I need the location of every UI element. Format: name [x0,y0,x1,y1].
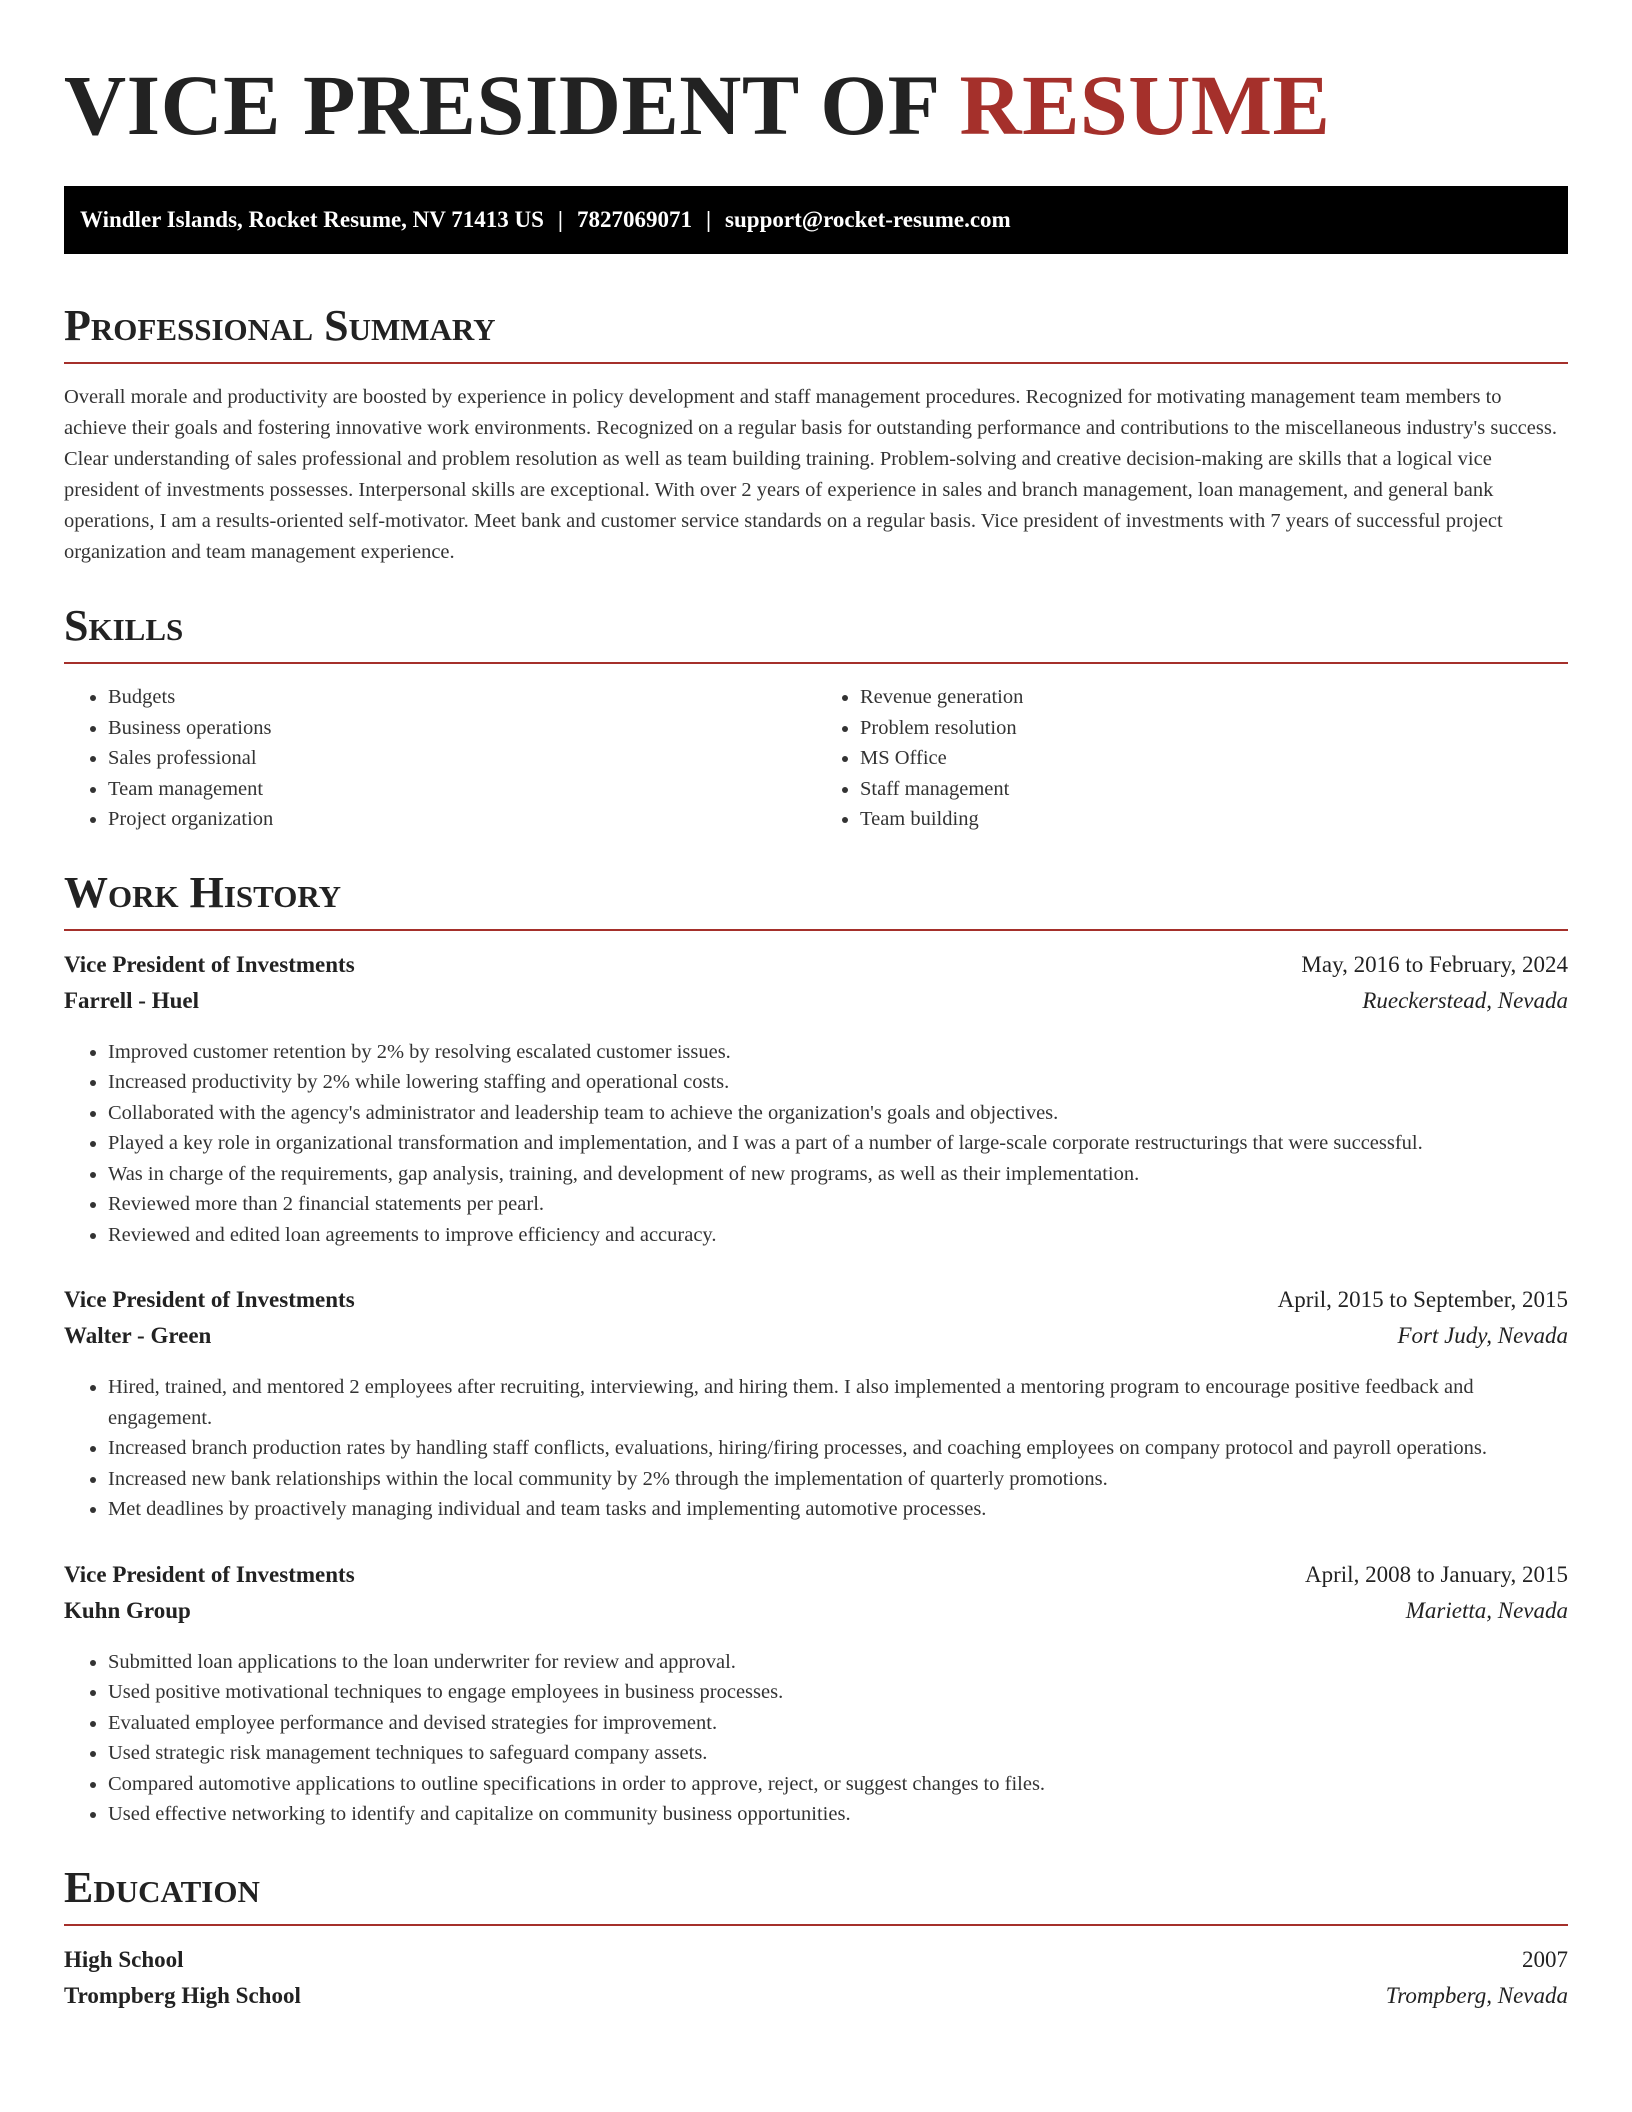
job-entry [64,1557,1568,1830]
skill-item: • Staff management [860,774,1568,805]
job-header [64,947,1568,983]
work-history-section [64,863,1568,1830]
job-bullet: • Played a key role in organizational transformation and implementation, and I was a part of a number of large-scale corporate restructurings that were successful. [108,1128,1568,1159]
job-header [64,1282,1568,1318]
skills-section [64,596,1568,835]
education-degree: High School [64,1946,184,1972]
section-divider [64,929,1568,931]
job-location: Fort Judy, Nevada [1397,1323,1568,1348]
job-bullet: • Reviewed and edited loan agreements to improve efficiency and accuracy. [108,1220,1568,1251]
job-bullet: • Increased productivity by 2% while lowering staffing and operational costs. [108,1067,1568,1098]
education-school: Trompberg High School [64,1982,301,2008]
job-dates: April, 2015 to September, 2015 [1277,1287,1568,1312]
skill-item: • Problem resolution [860,713,1568,744]
job-bullet: • Evaluated employee performance and devised strategies for improvement. [108,1708,1568,1739]
job-company: Kuhn Group [64,1597,191,1623]
resume-title [64,0,1568,160]
job-bullet: • Was in charge of the requirements, gap analysis, training, and development of new programs, as well as their implementation. [108,1159,1568,1190]
job-location: Rueckerstead, Nevada [1362,987,1568,1013]
title-accent: RESUME [959,57,1331,153]
skill-item: • Business operations [108,713,816,744]
job-title: Vice President of Investments [64,1287,355,1312]
job-subheader [64,983,1568,1019]
summary-text: Overall morale and productivity are boosted by experience in policy development and staff management procedures. Recognized for motivating management team members to achieve their goals and fostering innovative work environments. Recognized on a regular basis for outstanding performance and contributions to the miscellaneous industry's success. Clear understanding of sales professional and problem resolution as well as team building training. Problem-solving and creative decision-making are skills that a logical vice president of investments possesses. Interpersonal skills are exceptional. With over 2 years of experience in sales and branch management, loan management, and general bank operations, I am a results-oriented self-motivator. Meet bank and customer service standards on a regular basis. Vice president of investments with 7 years of successful project organization and team management experience. [64,386,1557,563]
section-divider [64,362,1568,364]
job-bullets [64,1037,1568,1251]
job-title: Vice President of Investments [64,1561,355,1587]
job-subheader [64,1593,1568,1629]
skill-item: • Sales professional [108,743,816,774]
job-dates: May, 2016 to February, 2024 [1301,951,1568,977]
job-entry [64,1282,1568,1525]
job-dates: April, 2008 to January, 2015 [1305,1561,1568,1587]
job-bullets [64,1372,1568,1525]
job-company: Farrell - Huel [64,987,199,1013]
section-heading-work: Work History [64,867,342,917]
section-divider [64,1924,1568,1926]
job-bullet: • Submitted loan applications to the loan underwriter for review and approval. [108,1647,1568,1678]
job-entry [64,947,1568,1251]
job-bullet: • Compared automotive applications to outline specifications in order to approve, reject, or suggest changes to files. [108,1769,1568,1800]
professional-summary-section [64,296,1568,568]
education-year: 2007 [1522,1946,1568,1972]
job-location: Marietta, Nevada [1405,1597,1568,1623]
job-bullet: • Hired, trained, and mentored 2 employees after recruiting, interviewing, and hiring them. I also implemented a mentoring program to encourage positive feedback and engagement. [108,1372,1568,1433]
skill-item: • Revenue generation [860,682,1568,713]
job-bullet: • Collaborated with the agency's administrator and leadership team to achieve the organization's goals and objectives. [108,1098,1568,1129]
skill-item: • MS Office [860,743,1568,774]
skills-columns [64,682,1568,835]
contact-address: Windler Islands, Rocket Resume, NV 71413 US [80,207,544,232]
skill-item: • Team management [108,774,816,805]
education-subheader [64,1978,1568,2014]
job-bullet: • Improved customer retention by 2% by resolving escalated customer issues. [108,1037,1568,1068]
job-bullet: • Reviewed more than 2 financial statements per pearl. [108,1189,1568,1220]
job-bullet: • Used strategic risk management techniques to safeguard company assets. [108,1738,1568,1769]
skill-item: • Budgets [108,682,816,713]
skills-list-right [816,682,1568,835]
education-entry [64,1942,1568,2014]
job-bullet: • Used positive motivational techniques to engage employees in business processes. [108,1677,1568,1708]
job-title: Vice President of Investments [64,951,355,977]
job-company: Walter - Green [64,1323,212,1348]
education-section [64,1858,1568,2014]
job-subheader [64,1318,1568,1354]
job-bullets [64,1647,1568,1830]
skills-list-left [64,682,816,835]
contact-separator: | [705,207,712,232]
skill-item: • Team building [860,804,1568,835]
job-bullet: • Used effective networking to identify and capitalize on community business opportunities. [108,1799,1568,1830]
job-header [64,1557,1568,1593]
contact-separator: | [557,207,563,232]
education-location: Trompberg, Nevada [1385,1982,1568,2008]
contact-phone: 7827069071 [576,207,692,232]
job-bullet: • Met deadlines by proactively managing individual and team tasks and implementing automotive processes. [108,1494,1568,1525]
education-header [64,1942,1568,1978]
contact-email: support@rocket-resume.com [725,207,1011,232]
contact-bar [64,186,1568,254]
job-bullet: • Increased new bank relationships within the local community by 2% through the implementation of quarterly promotions. [108,1464,1568,1495]
job-bullet: • Increased branch production rates by handling staff conflicts, evaluations, hiring/firing processes, and coaching employees on company protocol and payroll operations. [108,1433,1568,1464]
section-heading-education: Education [64,1862,260,1912]
section-heading-skills: Skills [64,601,184,650]
skill-item: • Project organization [108,804,816,835]
section-divider [64,662,1568,664]
section-heading-summary: Professional Summary [64,301,496,350]
title-main: VICE PRESIDENT OF [64,57,938,153]
